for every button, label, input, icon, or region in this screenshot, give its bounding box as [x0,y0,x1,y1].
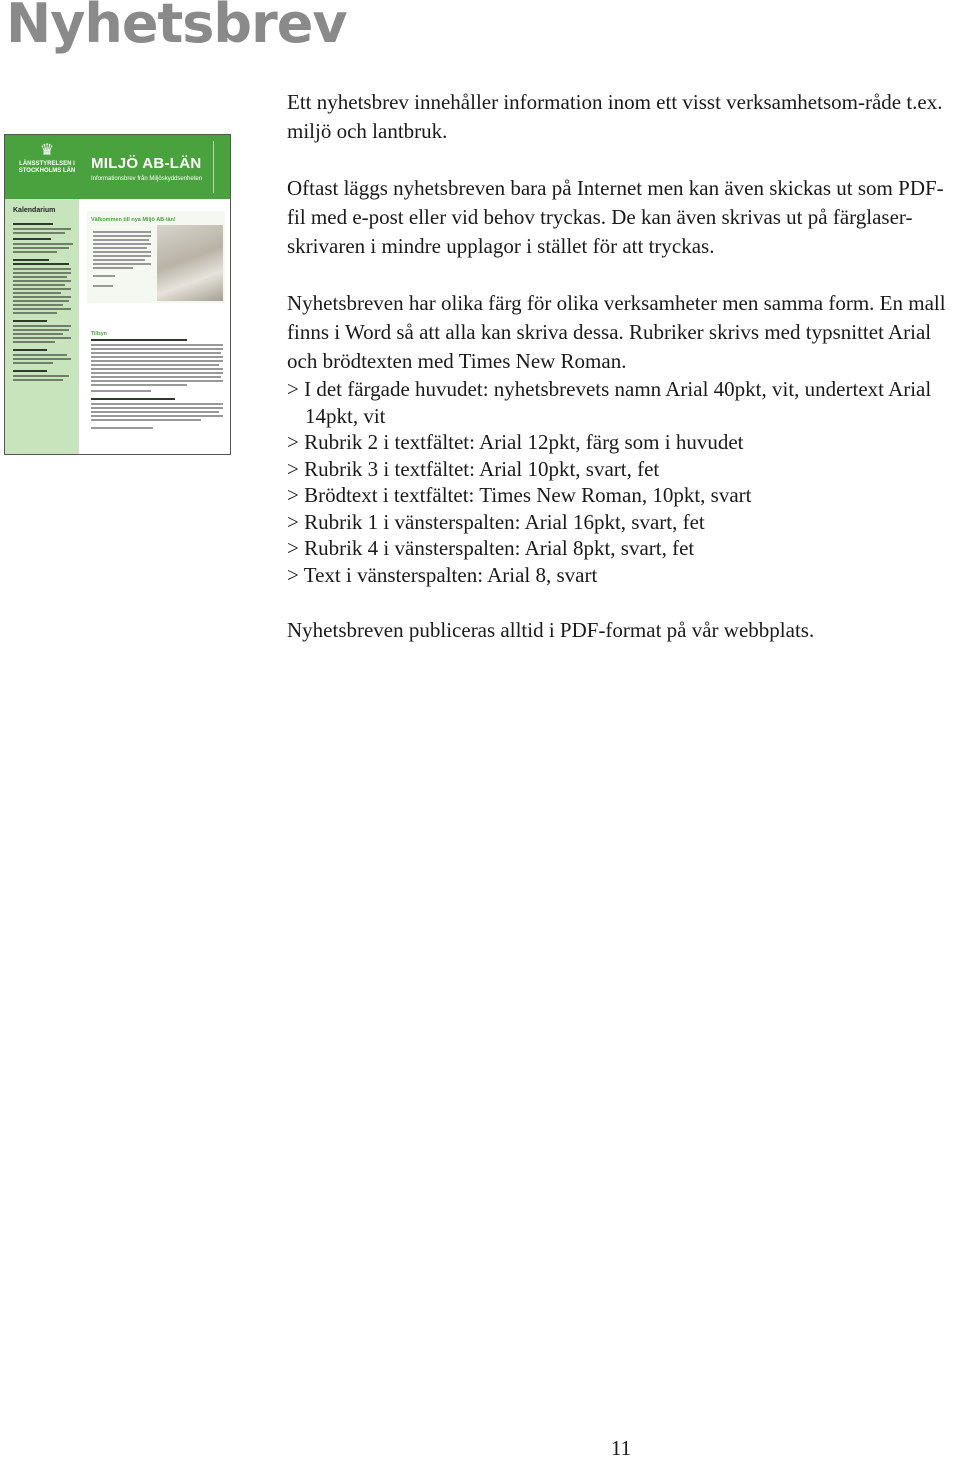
thumbnail-title: MILJÖ AB-LÄN [91,155,202,172]
thumbnail-logo-text: LÄNSSTYRELSEN I STOCKHOLMS LÄN [18,161,76,174]
newsletter-thumbnail [4,134,231,455]
list-item: > Rubrik 4 i vänsterspalten: Arial 8pkt, svart, fet [287,536,695,560]
paragraph-publishing: Nyhetsbreven publiceras alltid i PDF-format på vår webbplats. [287,618,815,642]
page-title: Nyhetsbrev [6,0,347,55]
list-item: > Text i vänsterspalten: Arial 8, svart [287,562,598,587]
thumbnail-logo [13,141,81,175]
list-item: > Rubrik 1 i vänsterspalten: Arial 16pkt, svart, fet [287,509,705,534]
thumbnail-date-tag [213,141,224,193]
list-item: > Brödtext i textfältet: Times New Roman, 10pkt, svart [287,483,752,507]
thumbnail-section-heading: Tillsyn [91,331,107,337]
list-item: > Rubrik 2 i textfältet: Arial 12pkt, färg som i huvudet [287,430,744,454]
page-number: 11 [610,1436,632,1460]
body-text [287,88,959,645]
thumbnail-welcome-heading: Välkommen till nya Miljö AB-län! [91,217,176,223]
thumbnail-picture [157,225,223,301]
thumbnail-sidebar-heading: Kalendarium [13,207,56,214]
paragraph-intro: Ett nyhetsbrev innehåller information inom ett visst verksamhetsom-råde t.ex. miljö och lantbruk. [287,90,943,143]
list-item: > I det färgade huvudet: nyhetsbrevets namn Arial 40pkt, vit, undertext Arial 14pkt, vit [287,377,932,428]
paragraph-template: Nyhetsbreven har olika färg för olika verksamheter men samma form. En mall finns i Word så att alla kan skriva dessa. Rubriker skrivs med typsnittet Arial och brödtexten med Times New Roman. [287,291,946,373]
thumbnail-subtitle: Informationsbrev från Miljöskyddsenheten [91,176,203,182]
crown-icon: ♛ [39,142,55,159]
style-spec-list [287,376,959,588]
list-item: > Rubrik 3 i textfältet: Arial 10pkt, svart, fet [287,456,660,481]
paragraph-distribution: Oftast läggs nyhetsbreven bara på Internet men kan även skickas ut som PDF-fil med e-post eller vid behov tryckas. De kan även skrivas ut på färglaser-skrivaren i mindre upplagor i stället för att tryckas. [287,176,944,258]
